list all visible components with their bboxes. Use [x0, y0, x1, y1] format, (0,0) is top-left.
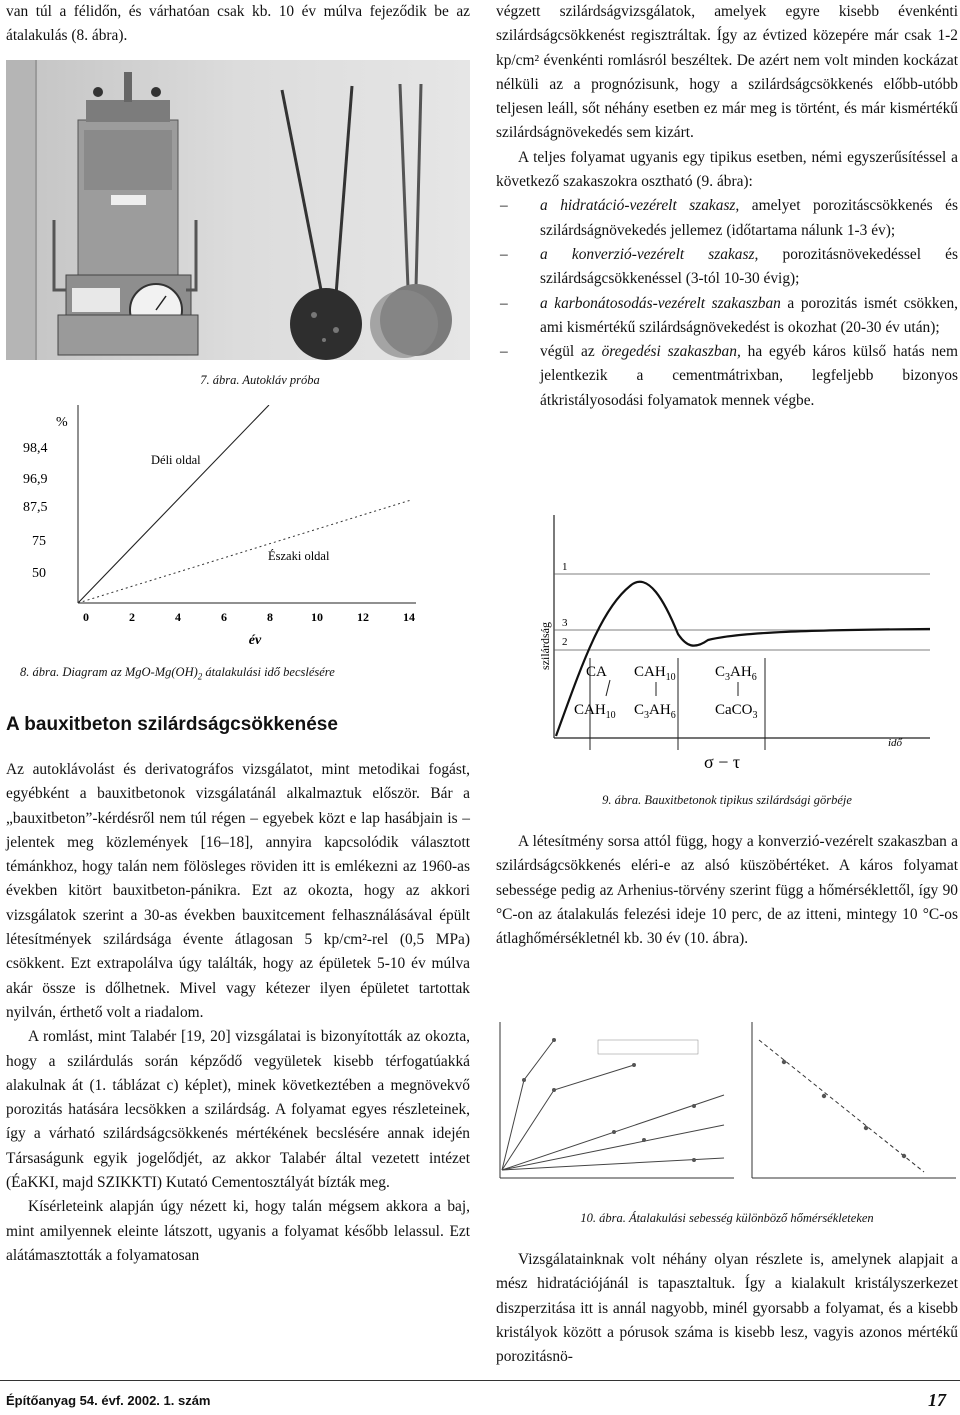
- page-number: 17: [928, 1390, 946, 1410]
- fig10-point: [864, 1126, 868, 1130]
- fig8-label-south: Déli oldal: [151, 453, 201, 467]
- fig8-ytick: 50: [32, 566, 46, 581]
- phase-list-item: [496, 340, 958, 413]
- fig8-xtick: 12: [357, 610, 369, 624]
- left-paragraph-2: A romlást, mint Talabér [19, 20] vizsgálatai is bizonyították az okozta, hogy a szilárdulás során képződő vegyületek kisebb térfogatúakká alakulnak át (1. táblázat c) képlet), minek következtében a megnövekvő porozitás hatására lecsökken a szilárdság. A folyamat egyes részleteinek, így a várható szilárdságcsökkenés mértékének becslésére annak idején Társaságunk egyik jogelődjét, az akkor Talabér által vezetett intézet (ÉaKKI, majd SZIKKTI) Kutató Cementosztályát bízták meg.: [6, 1028, 470, 1192]
- phase-desc: ha egyéb káros külső hatás nem jelentkezik a cementmátrixban, legfeljebb bizonyos átkristályosodási folyamatok mennek végbe.: [540, 343, 958, 409]
- phase-desc: porozitásnövekedéssel és szilárdságcsökkenéssel (3-tól 10-30 évig);: [540, 245, 958, 288]
- fig9-level-3-label: 3: [562, 617, 568, 629]
- fig8-xtick: 8: [267, 610, 273, 624]
- right-paragraph-1: végzett szilárdságvizsgálatok, amelyek egyre kisebb évenkénti szilárdságcsökkenést regisztráltak. Így az évtized közepére már csak 1-2 kp/cm² évenkénti romlásról beszéltek. De azért nem volt minden kockázat nélküli az a prognózisunk, hogy a szilárdságcsökkenés előbb-utóbb teljesen leáll, sőt néhány esetben ez már meg is történt, és már kismértékű szilárdságnövekedés sem kizárt.: [496, 3, 958, 142]
- fig7-photo-art: [6, 60, 470, 360]
- fig9-arrow: [606, 680, 610, 696]
- phase-desc: amelyet porozitáscsökkenés és szilárdságnövekedés jellemez (időtartama nálunk 1-3 év);: [540, 197, 959, 239]
- fig9-sigma-tau: σ − τ: [704, 752, 741, 772]
- fig9-diagram: [510, 510, 950, 785]
- fig8-xtick: 0: [83, 610, 89, 624]
- fig8-label-north: Északi oldal: [268, 549, 330, 563]
- fig10-point: [552, 1088, 556, 1092]
- phase-name: a karbonátosodás-vezérelt szakaszban: [540, 294, 781, 312]
- fig10-point: [692, 1104, 696, 1108]
- fig8-xtick: 14: [403, 610, 415, 624]
- fig8-caption-sub: 2: [197, 671, 203, 682]
- fig8-xtick: 6: [221, 610, 227, 624]
- left-paragraph-3: Kísérleteink alapján úgy nézett ki, hogy talán mégsem akkora a baj, mint amilyennek eleinte látszott, ugyanis a folyamat később lelassul. Ezt alátámasztották a folyamatosan: [6, 1198, 470, 1264]
- fig9-phase-label: $CAH_{10}$: [574, 702, 616, 721]
- phase-name: a hidratáció-vezérelt szakasz,: [540, 197, 740, 215]
- fig8-xlabel: év: [248, 633, 262, 648]
- right-top-body: [496, 0, 958, 413]
- fig10-curve: [502, 1040, 554, 1170]
- fig9-phase-label: CaCO$_3$: [715, 702, 758, 721]
- fig9-caption: 9. ábra. Bauxitbetonok tipikus szilárdsági görbéje: [602, 793, 852, 807]
- fig10-point: [522, 1078, 526, 1082]
- fig7-photo: [6, 60, 470, 360]
- footer-journal: Építőanyag 54. évf. 2002. 1. szám: [6, 1393, 211, 1408]
- fig10-point: [692, 1158, 696, 1162]
- fig10-point: [612, 1130, 616, 1134]
- footer-rule: [0, 1380, 960, 1381]
- fig10-curve: [502, 1065, 634, 1170]
- fig10-point: [632, 1063, 636, 1067]
- fig9-phase-label: CA: [586, 664, 607, 680]
- fig8-caption: [20, 660, 440, 689]
- fig8-ylabel: %: [56, 415, 68, 430]
- left-top-text: van túl a félidőn, és várhatóan csak kb. 10 év múlva fejeződik be az átalakulás (8. ábra).: [6, 3, 470, 45]
- fig10-curve: [502, 1158, 724, 1170]
- right-paragraph-4: Vizsgálatainknak volt néhány olyan részlete is, amelynek alapjait a mész hidratációjánál is tapasztaltuk. Így a kialakult kristályszerkezet diszperzitása itt is annál nagyobb, minél gyorsabb a folyamat, és a kisebb kristályok között a pórusok száma is kisebb lesz, vagyis azonos mértékű porozitásnö-: [496, 1251, 958, 1366]
- fig10-caption: 10. ábra. Átalakulási sebesség különböző hőmérsékleteken: [580, 1211, 874, 1225]
- fig8-caption-pre: 8. ábra. Diagram az MgO-Mg(OH): [20, 665, 198, 679]
- phase-list-item: [496, 243, 958, 292]
- fig10-point: [642, 1138, 646, 1142]
- fig8-xtick: 10: [311, 610, 323, 624]
- fig8-ytick: 96,9: [23, 472, 48, 487]
- fig10-dashed-line: [759, 1040, 924, 1172]
- right-paragraph-3: A létesítmény sorsa attól függ, hogy a konverzió-vezérelt szakaszban a szilárdságcsökkenés eléri-e az alsó küszöbértéket. A káros folyamat sebessége pedig az Arhenius-törvény szerint függ a hőmérséklettől, így 90 °C-on az átalakulás felezési ideje 10 perc, de az itteni, mintegy 10 °C-os átlaghőmérsékletnél kb. 30 év (10. ábra).: [496, 833, 958, 948]
- section-heading: A bauxitbeton szilárdságcsökkenése: [6, 714, 338, 735]
- fig8-caption-post: átalakulási idő becslésére: [202, 665, 335, 679]
- phase-name: öregedési szakaszban,: [601, 343, 741, 361]
- fig9-phase-label: $C_3AH_6$: [634, 702, 676, 721]
- fig9-level-2-label: 2: [562, 636, 568, 648]
- right-paragraph-2: A teljes folyamat ugyanis egy tipikus esetben, némi egyszerűsítéssel a következő szakaszokra osztható (9. ábra):: [496, 148, 958, 191]
- fig8-ytick: 87,5: [23, 500, 48, 515]
- fig8-diagram: [6, 405, 470, 655]
- phase-list: [496, 194, 958, 413]
- fig9-phase-label: $C_3AH_6$: [715, 664, 757, 683]
- fig8-ytick: 75: [32, 534, 46, 549]
- fig8-xtick: 4: [175, 610, 181, 624]
- fig9-ylabel: szilárdság: [538, 622, 552, 670]
- phase-desc: a porozitás ismét csökken, ami kismértékű szilárdságnövekedést is okozhat (20-30 év után);: [540, 294, 958, 336]
- phase-list-item: [496, 194, 958, 243]
- fig9-phase-label: $CAH_{10}$: [634, 664, 676, 683]
- fig9-xlabel: idő: [888, 737, 903, 749]
- fig10-point: [782, 1060, 786, 1064]
- fig7-caption: 7. ábra. Autokláv próba: [200, 373, 320, 387]
- left-paragraph-1: Az autoklávolást és derivatográfos vizsgálatot, mint metodikai fogást, egyébként a bauxitbetonok vizsgálatánál alkalmaztuk először. Bár a „bauxitbeton”-kérdésről nem túl régen – egyebek közt e lap hasábjain is – jelentek meg közlemények [16–18], annyira kapcsolódik választott témánkhoz, hogy talán nem fölösleges röviden itt is emlékezni az 1960-as években kitört bauxitbeton-pánikra. Ezt az okozta, hogy az akkori vizsgálatok szerint a 30-as években bauxitcement felhasználásával épült létesítmények szilárdsága évente átlagosan 5 kp/cm²-rel (0,5 MPa) csökkent. Ezt extrapolálva úgy találták, hogy az épületek 5-10 év múlva akár össze is dőlhetnek. Mivel vagy kétezer ilyen épületet tartottak nyilván, érthető volt a riadalom.: [6, 761, 470, 1021]
- fig8-xtick: 2: [129, 610, 135, 624]
- phase-prefix: végül az: [540, 343, 602, 361]
- fig8-ytick: 98,4: [23, 441, 48, 456]
- fig10-point: [902, 1154, 906, 1158]
- fig9-level-1-label: 1: [562, 561, 568, 573]
- fig10-formula-box: [598, 1040, 698, 1054]
- phase-list-item: [496, 292, 958, 341]
- fig10-diagram: [494, 1010, 960, 1205]
- left-body: [6, 758, 470, 1268]
- fig10-point: [822, 1094, 826, 1098]
- phase-name: a konverzió-vezérelt szakasz,: [540, 245, 759, 263]
- fig10-point: [552, 1038, 556, 1042]
